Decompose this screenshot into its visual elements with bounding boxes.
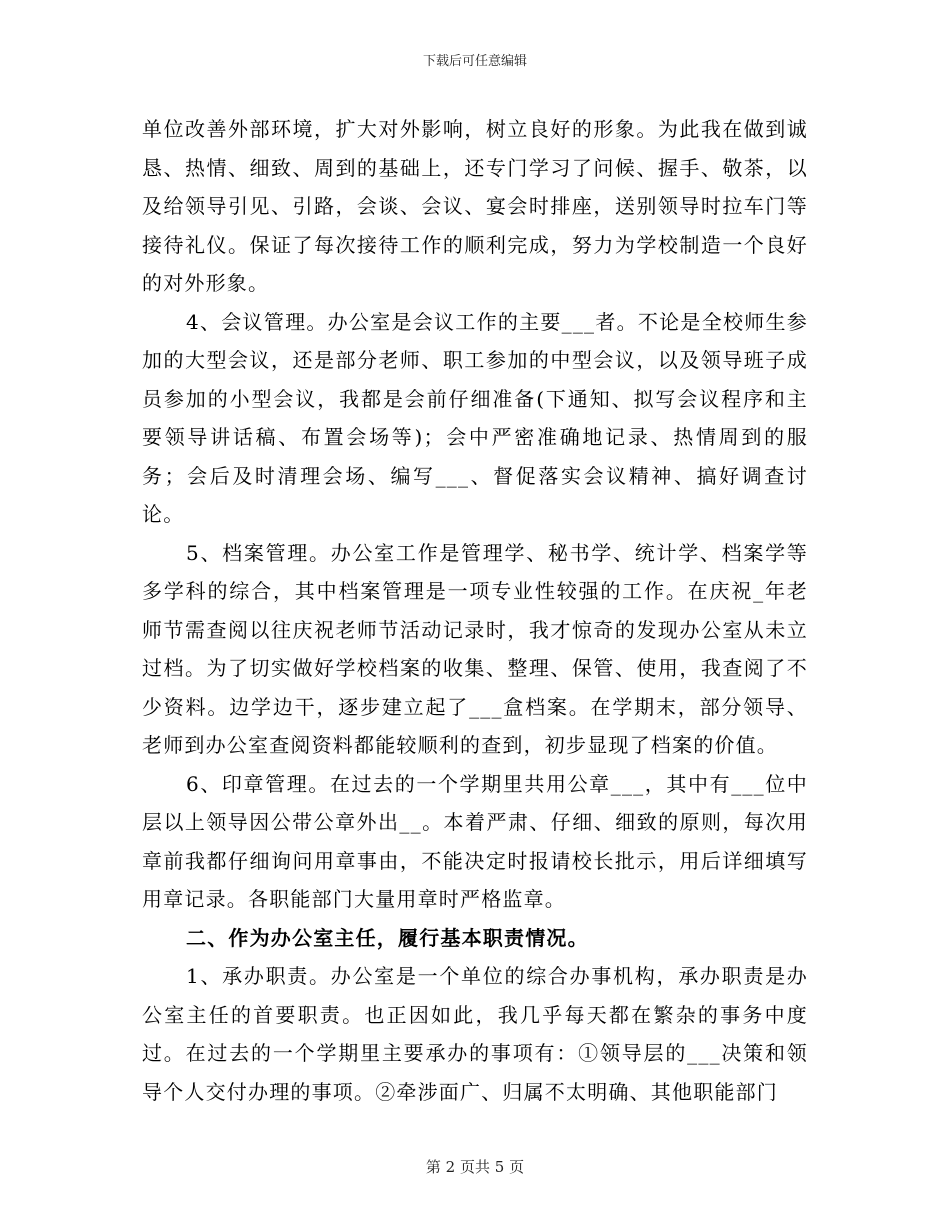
page-header: 下载后可任意编辑 (422, 54, 527, 69)
paragraph-undertaking-duty: 1、承办职责。办公室是一个单位的综合办事机构，承办职责是办公室主任的首要职责。也正因如此，我几乎每天都在繁杂的事务中度过。在过去的一个学期里主要承办的事项有：①领导层的___决策和领导个人交付办理的事项。②牵涉面广、归属不太明确、其他职能部门 (142, 964, 808, 1104)
paragraph-meeting-management: 4、会议管理。办公室是会议工作的主要___者。不论是全校师生参加的大型会议，还是部分老师、职工参加的中型会议，以及领导班子成员参加的小型会议，我都是会前仔细准备(下通知、拟写会议程序和主要领导讲话稿、布置会场等)；会中严密准确地记录、热情周到的服务；会后及时清理会场、编写___、督促落实会议精神、搞好调查讨论。 (142, 309, 808, 526)
paragraph-continuation: 单位改善外部环境，扩大对外影响，树立良好的形象。为此我在做到诚恳、热情、细致、周到的基础上，还专门学习了问候、握手、敬茶，以及给领导引见、引路，会谈、会议、宴会时排座，送别领导时拉车门等接待礼仪。保证了每次接待工作的顺利完成，努力为学校制造一个良好的对外形象。 (142, 117, 808, 295)
paragraph-archive-management: 5、档案管理。办公室工作是管理学、秘书学、统计学、档案学等多学科的综合，其中档案管理是一项专业性较强的工作。在庆祝_年老师节需查阅以往庆祝老师节活动记录时，我才惊奇的发现办公室从未立过档。为了切实做好学校档案的收集、整理、保管、使用，我查阅了不少资料。边学边干，逐步建立起了___盒档案。在学期末，部分领导、老师到办公室查阅资料都能较顺利的查到，初步显现了档案的价值。 (142, 540, 808, 757)
paragraph-seal-management: 6、印章管理。在过去的一个学期里共用公章___，其中有___位中层以上领导因公带公章外出__。本着严肃、仔细、细致的原则，每次用章前我都仔细询问用章事由，不能决定时报请校长批示，用后详细填写用章记录。各职能部门大量用章时严格监章。 (142, 771, 808, 911)
page-footer: 第 2 页共 5 页 (425, 1158, 525, 1176)
section-heading: 二、作为办公室主任，履行基本职责情况。 (186, 925, 589, 950)
document-body (142, 110, 808, 1111)
